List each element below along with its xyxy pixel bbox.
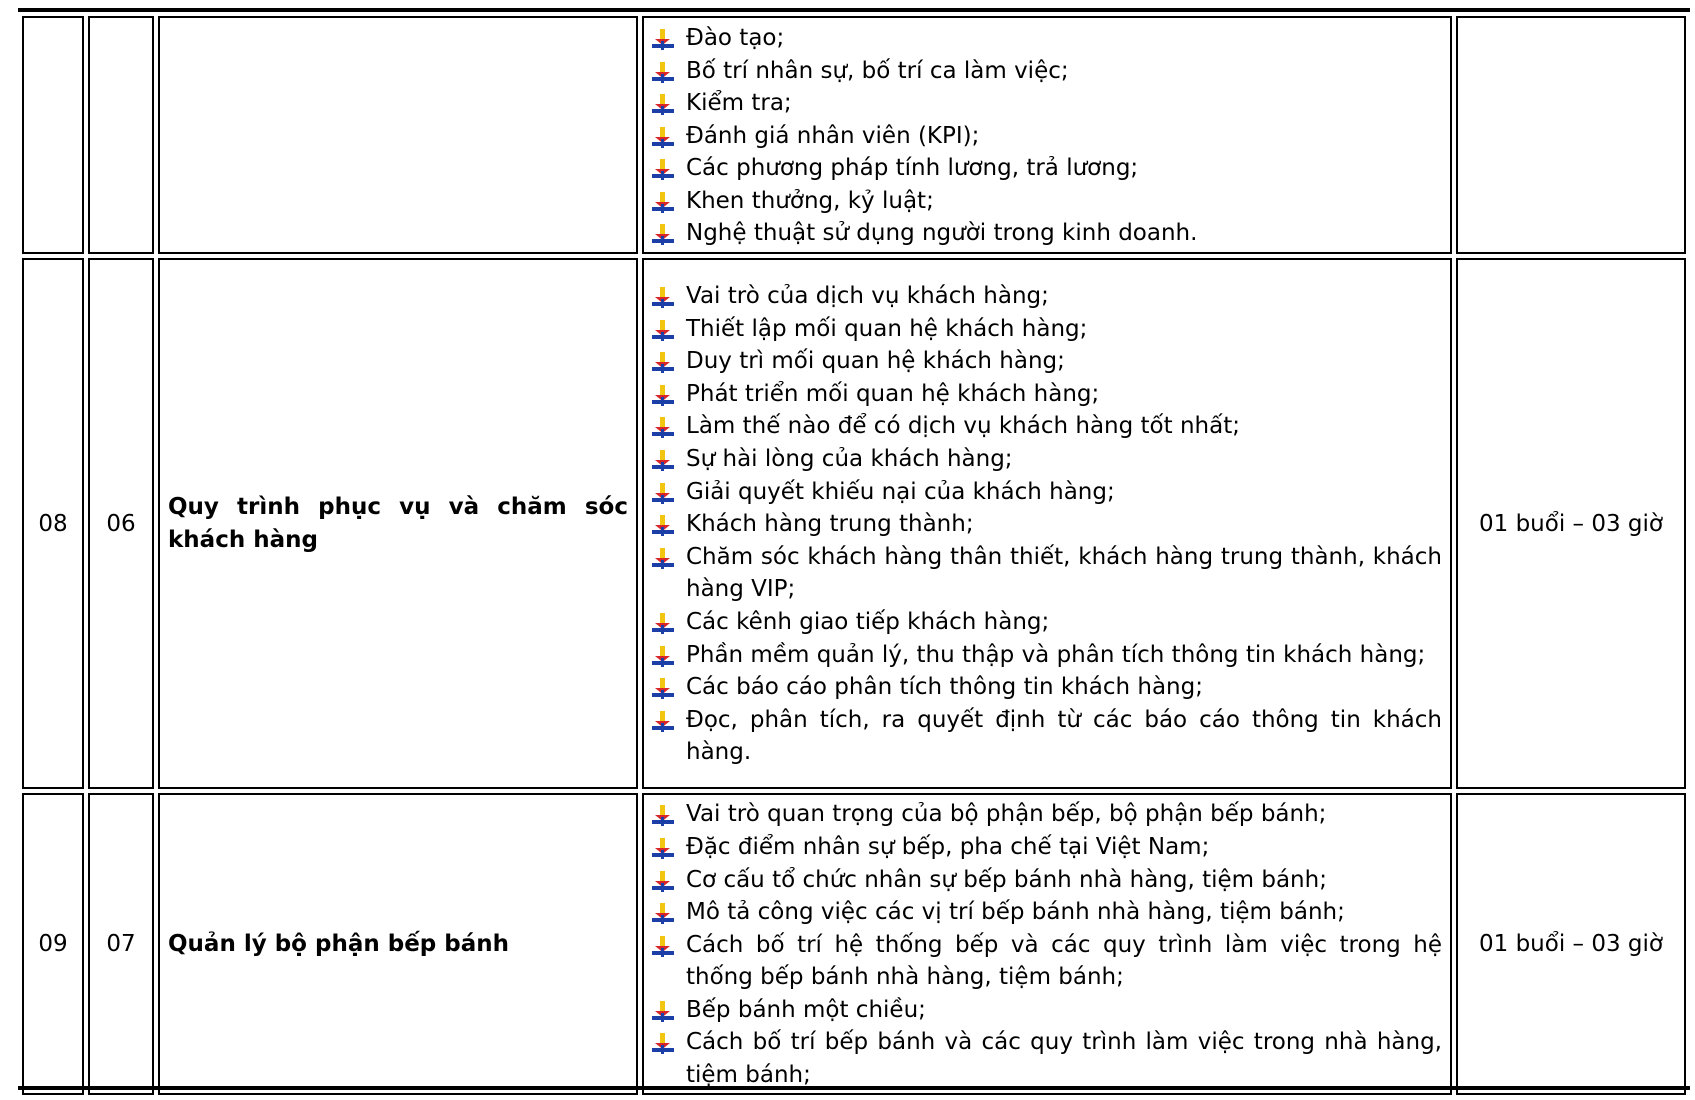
list-item <box>648 994 1442 1027</box>
stt-cell: 09 <box>22 793 84 1095</box>
content-list <box>648 22 1442 250</box>
arrow-plus-bullet-icon <box>651 61 675 83</box>
content-list <box>648 798 1442 1091</box>
content-list <box>648 280 1442 769</box>
list-item-text: Đặc điểm nhân sự bếp, pha chế tại Việt Nam; <box>686 833 1210 860</box>
content-cell <box>642 258 1452 789</box>
arrow-plus-bullet-icon <box>651 158 675 180</box>
list-item <box>648 217 1442 250</box>
arrow-plus-bullet-icon <box>651 1000 675 1022</box>
arrow-plus-bullet-icon <box>651 384 675 406</box>
list-item-text: Cách bố trí hệ thống bếp và các quy trình làm việc trong hệ thống bếp bánh nhà hàng, tiệm bánh; <box>686 931 1442 991</box>
list-item <box>648 55 1442 88</box>
arrow-plus-bullet-icon <box>651 1032 675 1054</box>
table-row <box>22 793 1686 1095</box>
list-item <box>648 378 1442 411</box>
list-item <box>648 704 1442 769</box>
arrow-plus-bullet-icon <box>651 870 675 892</box>
arrow-plus-bullet-icon <box>651 902 675 924</box>
list-item <box>648 639 1442 672</box>
list-item <box>648 476 1442 509</box>
arrow-plus-bullet-icon <box>651 319 675 341</box>
list-item-text: Đánh giá nhân viên (KPI); <box>686 122 980 149</box>
arrow-plus-bullet-icon <box>651 223 675 245</box>
list-item <box>648 508 1442 541</box>
table-row <box>22 258 1686 789</box>
title-cell: Quản lý bộ phận bếp bánh <box>158 793 638 1095</box>
list-item <box>648 831 1442 864</box>
list-item-text: Khách hàng trung thành; <box>686 511 974 538</box>
list-item <box>648 345 1442 378</box>
list-item-text: Sự hài lòng của khách hàng; <box>686 446 1013 473</box>
arrow-plus-bullet-icon <box>651 351 675 373</box>
list-item-text: Duy trì mối quan hệ khách hàng; <box>686 348 1065 375</box>
arrow-plus-bullet-icon <box>651 416 675 438</box>
list-item-text: Giải quyết khiếu nại của khách hàng; <box>686 478 1115 505</box>
list-item <box>648 541 1442 606</box>
list-item-text: Khen thưởng, kỷ luật; <box>686 187 934 214</box>
arrow-plus-bullet-icon <box>651 482 675 504</box>
list-item <box>648 671 1442 704</box>
arrow-plus-bullet-icon <box>651 514 675 536</box>
list-item <box>648 1026 1442 1091</box>
list-item-text: Vai trò quan trọng của bộ phận bếp, bộ phận bếp bánh; <box>686 801 1327 828</box>
list-item <box>648 443 1442 476</box>
duration-cell <box>1456 16 1686 254</box>
list-item-text: Các kênh giao tiếp khách hàng; <box>686 608 1050 635</box>
list-item <box>648 185 1442 218</box>
arrow-plus-bullet-icon <box>651 286 675 308</box>
list-item-text: Bếp bánh một chiều; <box>686 996 926 1023</box>
list-item <box>648 929 1442 994</box>
stt-cell <box>22 16 84 254</box>
stt-cell: 08 <box>22 258 84 789</box>
list-item-text: Nghệ thuật sử dụng người trong kinh doanh. <box>686 220 1198 247</box>
list-item-text: Đọc, phân tích, ra quyết định từ các báo cáo thông tin khách hàng. <box>686 706 1442 766</box>
list-item-text: Phát triển mối quan hệ khách hàng; <box>686 380 1100 407</box>
list-item <box>648 22 1442 55</box>
list-item <box>648 864 1442 897</box>
arrow-plus-bullet-icon <box>651 449 675 471</box>
title-cell <box>158 16 638 254</box>
arrow-plus-bullet-icon <box>651 645 675 667</box>
arrow-plus-bullet-icon <box>651 547 675 569</box>
arrow-plus-bullet-icon <box>651 935 675 957</box>
content-cell <box>642 16 1452 254</box>
list-item-text: Bố trí nhân sự, bố trí ca làm việc; <box>686 57 1069 84</box>
arrow-plus-bullet-icon <box>651 804 675 826</box>
list-item-text: Kiểm tra; <box>686 90 792 117</box>
list-item-text: Mô tả công việc các vị trí bếp bánh nhà hàng, tiệm bánh; <box>686 899 1345 926</box>
duration-cell: 01 buổi – 03 giờ <box>1456 793 1686 1095</box>
list-item-text: Làm thế nào để có dịch vụ khách hàng tốt nhất; <box>686 413 1240 440</box>
list-item-text: Thiết lập mối quan hệ khách hàng; <box>686 315 1088 342</box>
list-item-text: Cách bố trí bếp bánh và các quy trình làm việc trong nhà hàng, tiệm bánh; <box>686 1029 1442 1089</box>
list-item-text: Các báo cáo phân tích thông tin khách hàng; <box>686 674 1203 701</box>
list-item-text: Các phương pháp tính lương, trả lương; <box>686 155 1139 182</box>
list-item <box>648 606 1442 639</box>
list-item <box>648 896 1442 929</box>
list-item-text: Đào tạo; <box>686 24 785 51</box>
list-item <box>648 410 1442 443</box>
list-item-text: Vai trò của dịch vụ khách hàng; <box>686 283 1049 310</box>
code-cell: 06 <box>88 258 154 789</box>
content-cell <box>642 793 1452 1095</box>
code-cell: 07 <box>88 793 154 1095</box>
course-schedule-page <box>18 8 1690 1090</box>
arrow-plus-bullet-icon <box>651 191 675 213</box>
list-item-text: Chăm sóc khách hàng thân thiết, khách hàng trung thành, khách hàng VIP; <box>686 543 1442 603</box>
arrow-plus-bullet-icon <box>651 126 675 148</box>
table-row <box>22 16 1686 254</box>
course-schedule-table <box>18 12 1690 1099</box>
duration-cell: 01 buổi – 03 giờ <box>1456 258 1686 789</box>
title-cell: Quy trình phục vụ và chăm sóc khách hàng <box>158 258 638 789</box>
list-item-text: Cơ cấu tổ chức nhân sự bếp bánh nhà hàng, tiệm bánh; <box>686 866 1327 893</box>
list-item-text: Phần mềm quản lý, thu thập và phân tích thông tin khách hàng; <box>686 641 1426 668</box>
arrow-plus-bullet-icon <box>651 612 675 634</box>
code-cell <box>88 16 154 254</box>
arrow-plus-bullet-icon <box>651 677 675 699</box>
list-item <box>648 152 1442 185</box>
list-item <box>648 798 1442 831</box>
list-item <box>648 313 1442 346</box>
arrow-plus-bullet-icon <box>651 93 675 115</box>
list-item <box>648 120 1442 153</box>
arrow-plus-bullet-icon <box>651 710 675 732</box>
arrow-plus-bullet-icon <box>651 28 675 50</box>
list-item <box>648 280 1442 313</box>
list-item <box>648 87 1442 120</box>
arrow-plus-bullet-icon <box>651 837 675 859</box>
